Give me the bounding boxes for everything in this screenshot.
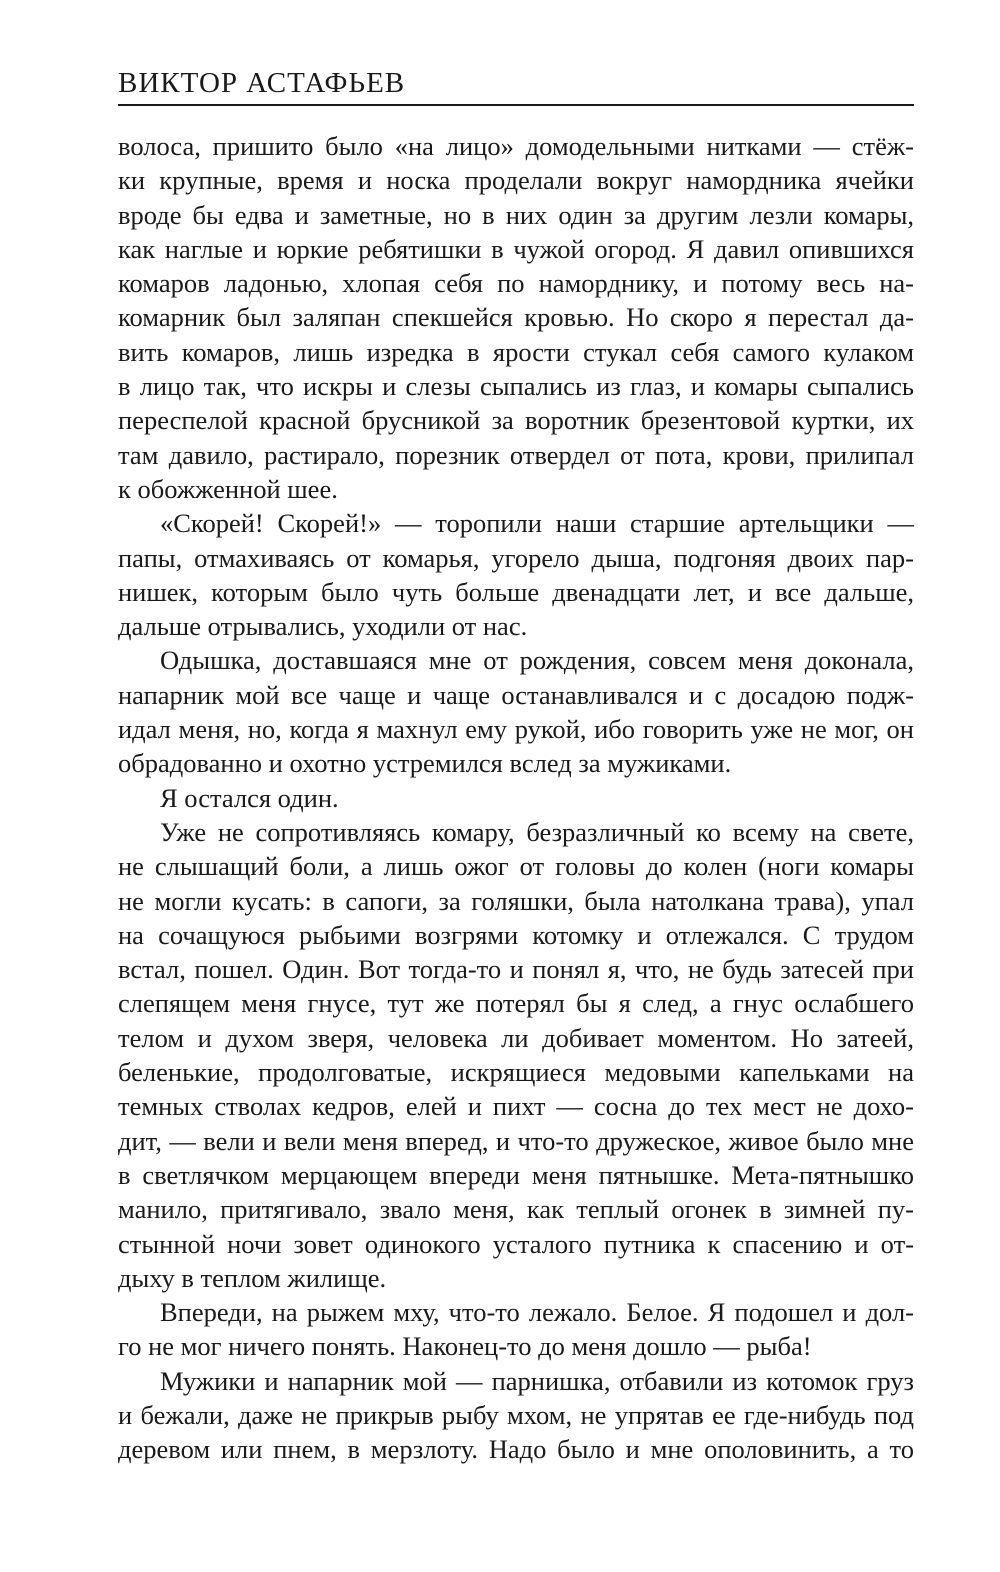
paragraph — [118, 781, 914, 815]
text-line: волоса, пришито было «на лицо» домодельными нитками — стёж- — [118, 131, 914, 161]
text-line: встал, пошел. Один. Вот тогда-то и понял я, что, не будь затесей при — [118, 954, 914, 985]
paragraph — [118, 815, 914, 1295]
text-line: комаров ладонью, хлопая себя по наморднику, и потому весь на- — [118, 268, 914, 299]
text-line: Уже не сопротивляясь комару, безразличный ко всему на свете, — [160, 816, 914, 847]
text-line: не могли кусать: в сапоги, за голяшки, была натолкана трава), упал — [118, 885, 914, 916]
text-line: Впереди, на рыжем мху, что-то лежало. Белое. Я подошел и дол- — [160, 1297, 914, 1328]
text-line: Я остался один. — [160, 782, 339, 813]
paragraph — [118, 1295, 914, 1364]
header-rule — [118, 104, 914, 106]
text-line: папы, отмахиваясь от комарья, угорело дыша, подгоняя двоих пар- — [118, 542, 914, 573]
text-line: вить комаров, лишь изредка в ярости стукал себя самого кулаком — [118, 336, 914, 367]
text-line: дальше отрывались, уходили от нас. — [118, 611, 528, 642]
text-line: в светлячком мерцающем впереди меня пятнышке. Мета-пятнышко — [118, 1159, 914, 1190]
text-line: напарник мой все чаще и чаще останавливался и с досадою подж- — [118, 679, 914, 710]
text-line: телом и духом зверя, человека ли добивает моментом. Но затеей, — [118, 1022, 914, 1053]
text-line: как наглые и юркие ребятишки в чужой огород. Я давил опившихся — [118, 233, 914, 264]
text-line: не слышащий боли, а лишь ожог от головы до колен (ноги комары — [118, 851, 914, 882]
text-line: го не мог ничего понять. Наконец-то до меня дошло — рыба! — [118, 1331, 812, 1362]
text-line: вроде бы едва и заметные, но в них один за другим лезли комары, — [118, 199, 914, 230]
text-line: в лицо так, что искры и слезы сыпались из глаз, и комары сыпались — [118, 371, 914, 402]
text-line: и бежали, даже не прикрыв рыбу мхом, не упрятав ее где-нибудь под — [118, 1399, 914, 1430]
text-line: ки крупные, время и носка проделали вокруг намордника ячейки — [118, 165, 914, 196]
paragraph — [118, 506, 914, 643]
text-line: стынной ночи зовет одинокого усталого путника к спасению и от- — [118, 1228, 914, 1259]
text-line: нишек, которым было чуть больше двенадцати лет, и все дальше, — [118, 576, 914, 607]
text-line: к обожженной шее. — [118, 473, 338, 504]
text-line: деревом или пнем, в мерзлоту. Надо было и мне ополовинить, а то — [118, 1434, 914, 1465]
text-line: переспелой красной брусникой за воротник брезентовой куртки, их — [118, 405, 914, 436]
text-line: манило, притягивало, звало меня, как теплый огонек в зимней пу- — [118, 1194, 914, 1225]
text-line: обрадованно и охотно устремился вслед за мужиками. — [118, 748, 732, 779]
paragraph — [118, 1364, 914, 1467]
text-line: Одышка, доставшаяся мне от рождения, совсем меня доконала, — [160, 645, 914, 676]
body-text — [118, 129, 914, 1467]
text-line: идал меня, но, когда я махнул ему рукой, ибо говорить уже не мог, он — [118, 714, 914, 745]
text-line: беленькие, продолговатые, искрящиеся медовыми капельками на — [118, 1057, 914, 1088]
text-line: дит, — вели и вели меня вперед, и что-то дружеское, живое было мне — [118, 1125, 914, 1156]
text-line: «Скорей! Скорей!» — торопили наши старшие артельщики — — [160, 508, 914, 539]
text-line: темных стволах кедров, елей и пихт — сосна до тех мест не дохо- — [118, 1091, 914, 1122]
paragraph — [118, 643, 914, 780]
running-head: ВИКТОР АСТАФЬЕВ — [118, 67, 406, 99]
paragraph — [118, 129, 914, 506]
text-line: слепящем меня гнусе, тут же потерял бы я след, а гнус ослабшего — [118, 988, 914, 1019]
text-line: комарник был заляпан спекшейся кровью. Но скоро я перестал да- — [118, 302, 914, 333]
text-line: Мужики и напарник мой — парнишка, отбавили из котомок груз — [160, 1365, 914, 1396]
text-line: там давило, растирало, порезник отвердел от пота, крови, прилипал — [118, 439, 914, 470]
text-line: дыху в теплом жилище. — [118, 1262, 387, 1293]
text-line: на сочащуюся рыбьими возгрями котомку и отлежался. С трудом — [118, 919, 914, 950]
